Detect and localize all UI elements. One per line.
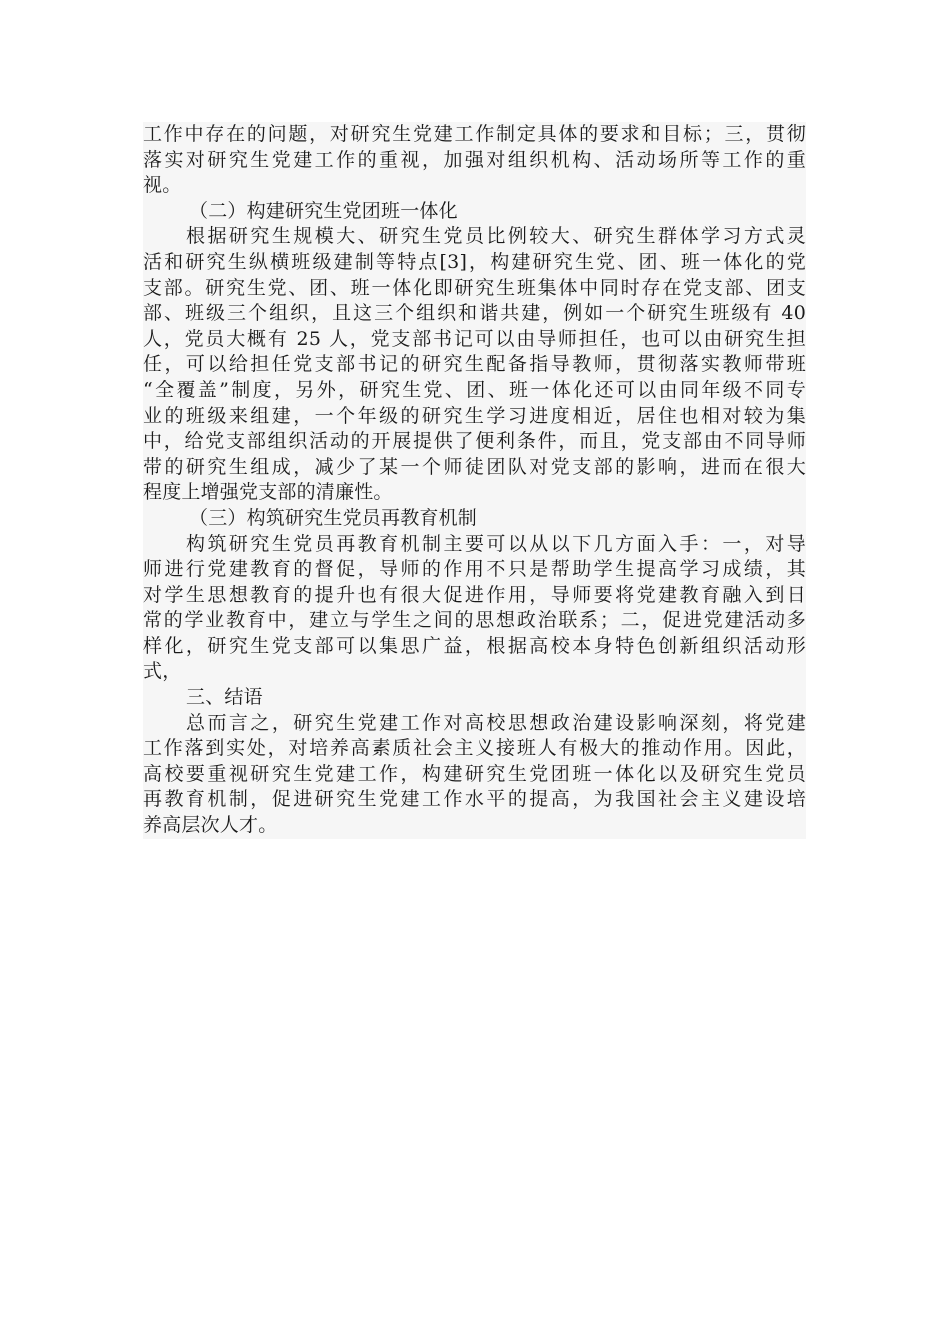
text-line: 样化，研究生党支部可以集思广益，根据高校本身特色创新组织活动形 [143, 634, 806, 657]
text-line: 总而言之，研究生党建工作对高校思想政治建设影响深刻，将党建 [186, 711, 806, 734]
text-line: 活和研究生纵横班级建制等特点[3]，构建研究生党、团、班一体化的党 [143, 250, 806, 273]
text-line: 人，党员大概有 25 人，党支部书记可以由导师担任，也可以由研究生担 [143, 327, 806, 350]
text-line: 工作落到实处，对培养高素质社会主义接班人有极大的推动作用。因此， [143, 737, 806, 760]
section-subheading: （三）构筑研究生党员再教育机制 [189, 506, 478, 529]
text-line: 养高层次人才。 [143, 814, 278, 837]
text-line: 任，可以给担任党支部书记的研究生配备指导教师，贯彻落实教师带班 [143, 353, 806, 376]
text-line: 部、班级三个组织，且这三个组织和谐共建，例如一个研究生班级有 40 [143, 302, 806, 325]
paragraph-continuation [143, 122, 806, 199]
document-body [143, 122, 806, 839]
text-line: 支部。研究生党、团、班一体化即研究生班集体中同时存在党支部、团支 [143, 276, 806, 299]
text-line: 式， [143, 660, 182, 683]
paragraph-reeducation-mechanism [143, 532, 806, 686]
paragraph-conclusion [143, 711, 806, 839]
text-line: 中，给党支部组织活动的开展提供了便利条件，而且，党支部由不同导师 [143, 430, 806, 453]
section-heading-conclusion: 三、结语 [186, 686, 263, 709]
text-line: 常的学业教育中，建立与学生之间的思想政治联系；二，促进党建活动多 [143, 609, 806, 632]
text-line: 程度上增强党支部的清廉性。 [143, 481, 393, 504]
paragraph-party-class-integration [143, 224, 806, 506]
text-line: 师进行党建教育的督促，导师的作用不只是帮助学生提高学习成绩，其 [143, 558, 806, 581]
text-line: 落实对研究生党建工作的重视，加强对组织机构、活动场所等工作的重 [143, 148, 806, 171]
text-line: 带的研究生组成，减少了某一个师徒团队对党支部的影响，进而在很大 [143, 455, 806, 478]
text-line: 根据研究生规模大、研究生党员比例较大、研究生群体学习方式灵 [186, 225, 806, 248]
text-line: 构筑研究生党员再教育机制主要可以从以下几方面入手：一，对导 [186, 532, 806, 555]
text-line: 对学生思想教育的提升也有很大促进作用，导师要将党建教育融入到日 [143, 583, 806, 606]
text-line: 再教育机制，促进研究生党建工作水平的提高，为我国社会主义建设培 [143, 788, 806, 811]
text-line: 高校要重视研究生党建工作，构建研究生党团班一体化以及研究生党员 [143, 762, 806, 785]
text-line: 业的班级来组建，一个年级的研究生学习进度相近，居住也相对较为集 [143, 404, 806, 427]
text-line: 工作中存在的问题，对研究生党建工作制定具体的要求和目标；三，贯彻 [143, 123, 806, 145]
text-line: “全覆盖”制度，另外，研究生党、团、班一体化还可以由同年级不同专 [143, 378, 806, 401]
section-subheading: （二）构建研究生党团班一体化 [189, 199, 458, 222]
text-line: 视。 [143, 174, 182, 197]
